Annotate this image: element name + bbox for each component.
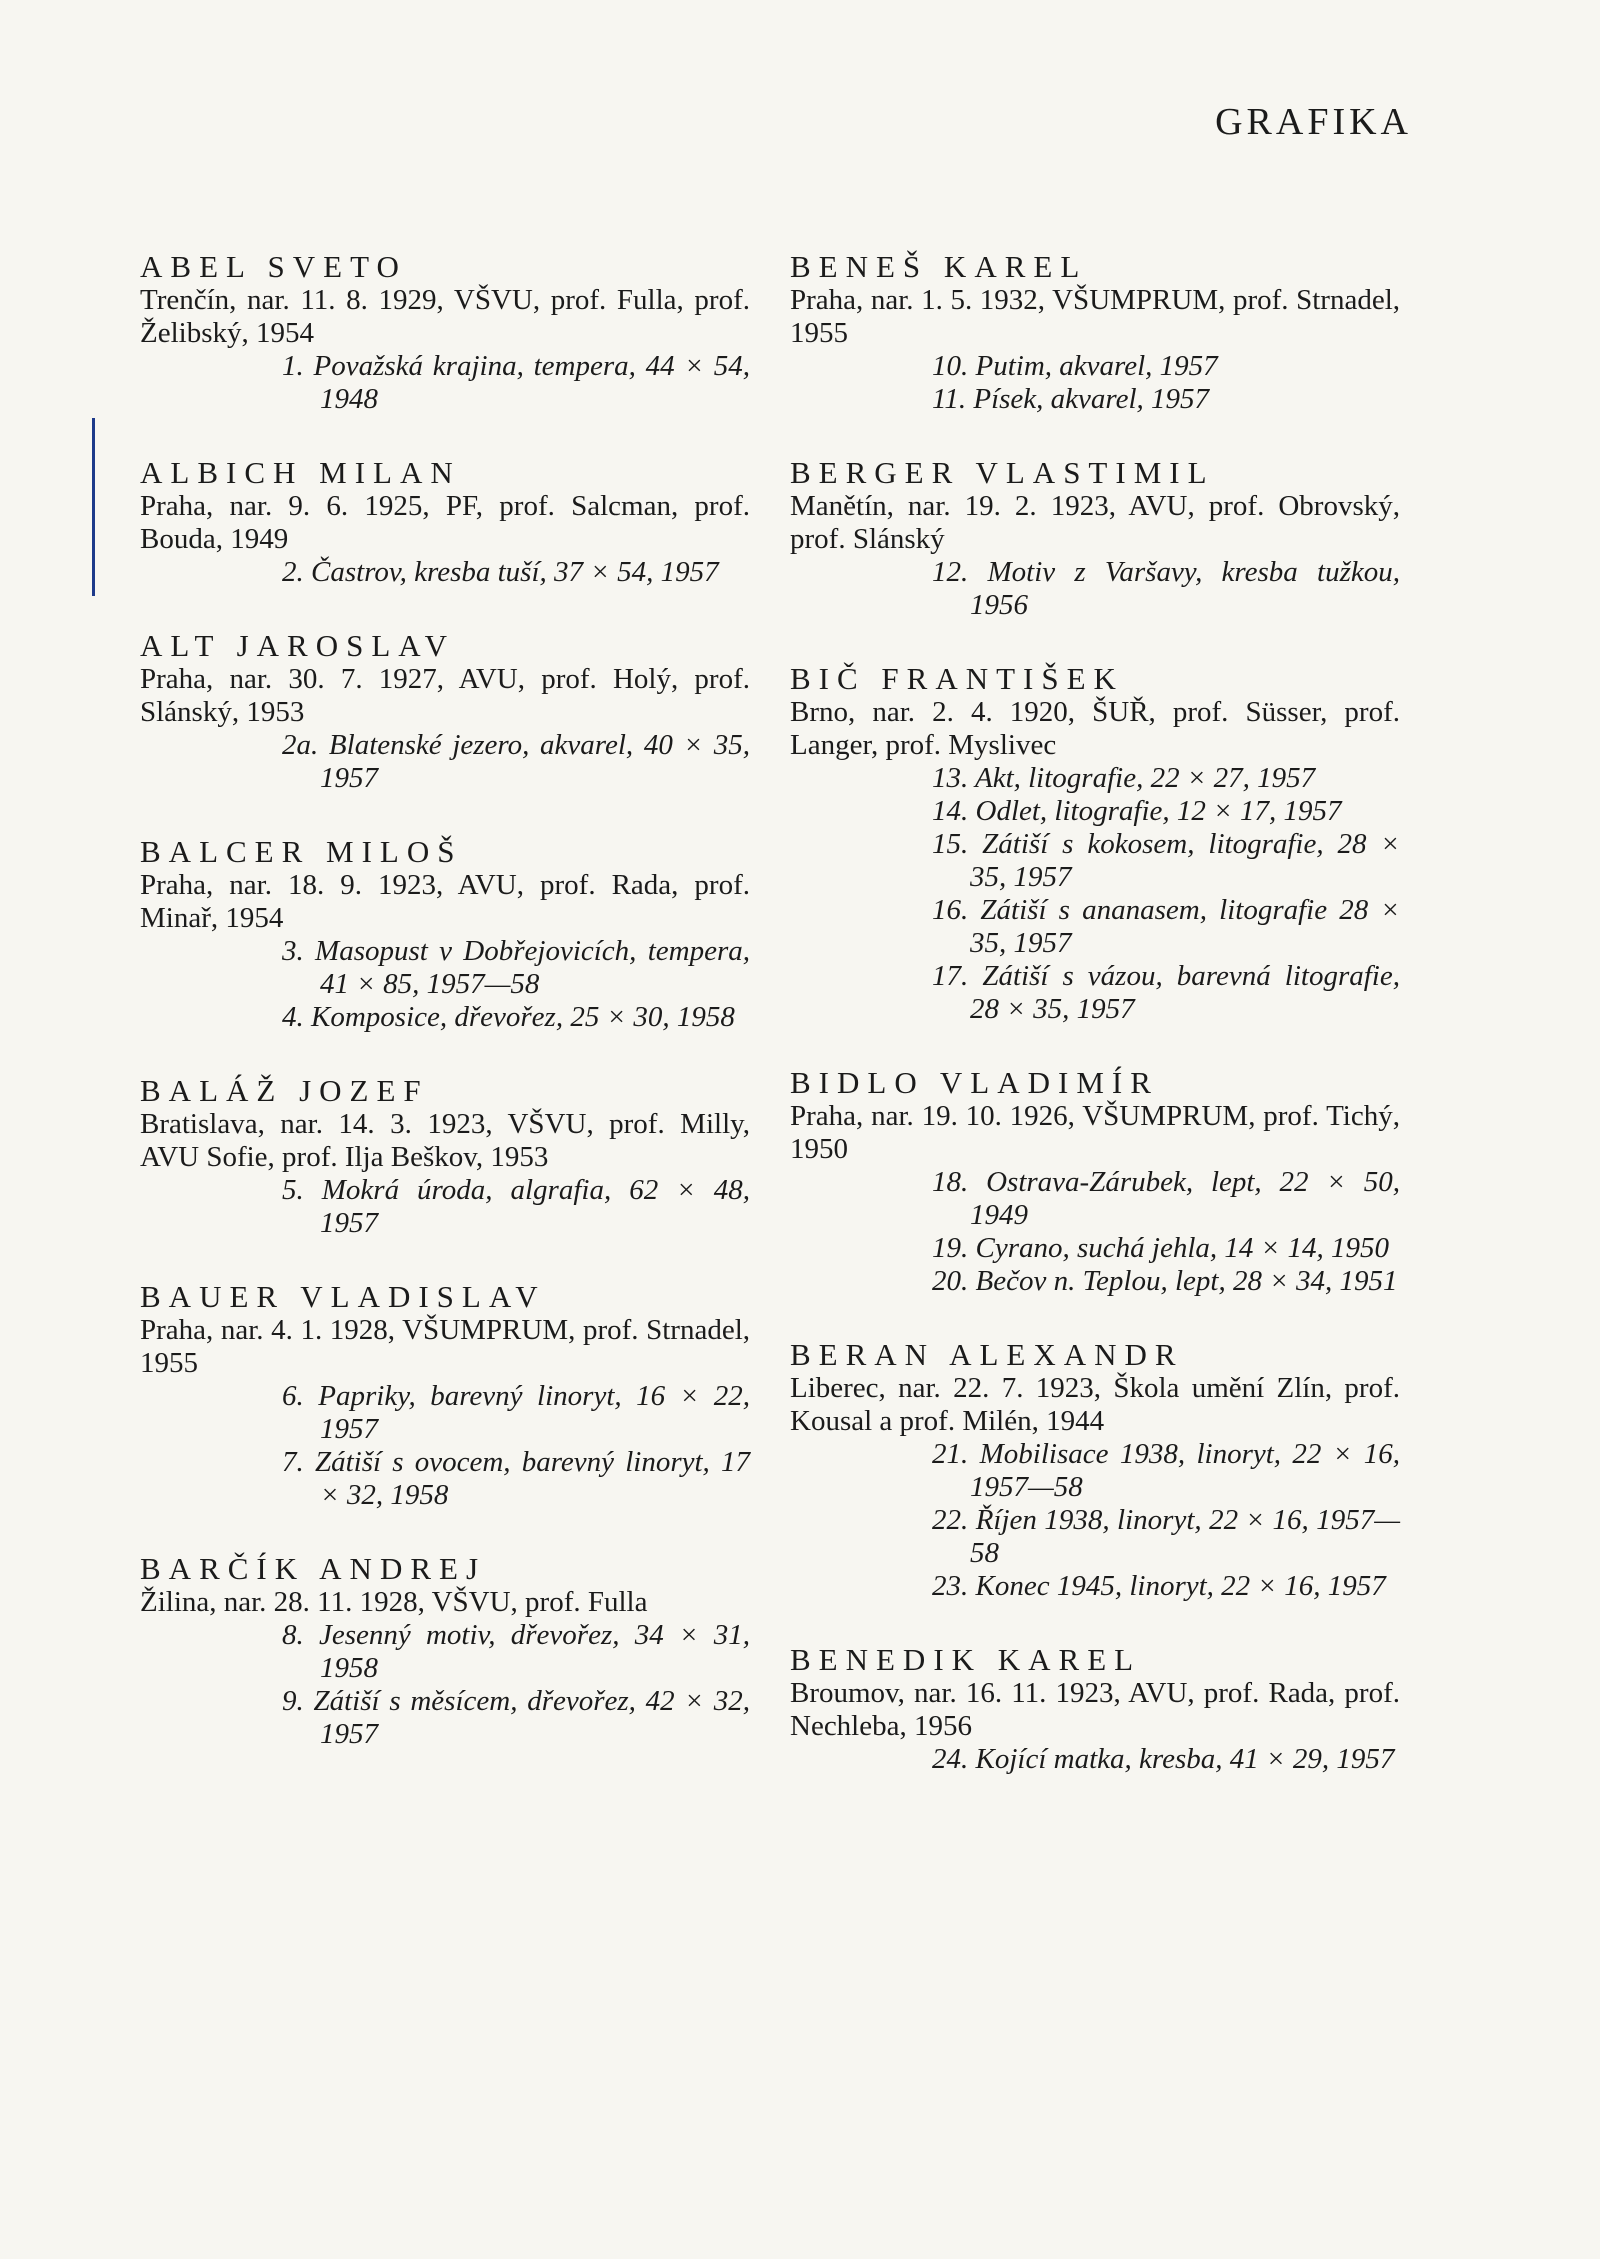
- artwork-item: [790, 1438, 1400, 1504]
- artwork-number: 24.: [932, 1743, 969, 1775]
- artist-bio: Praha, nar. 9. 6. 1925, PF, prof. Salcman, prof. Bouda, 1949: [140, 490, 750, 555]
- artist-name: BIDLO VLADIMÍR: [790, 1065, 1159, 1100]
- artwork-description: Zátiší s vázou, barevná litografie, 28 × 35, 1957: [970, 960, 1400, 1025]
- artwork-description: Říjen 1938, linoryt, 22 × 16, 1957—58: [970, 1504, 1401, 1569]
- artwork-description: Konec 1945, linoryt, 22 × 16, 1957: [975, 1570, 1386, 1602]
- artwork-description: Putim, akvarel, 1957: [975, 350, 1218, 382]
- artwork-number: 9.: [282, 1685, 304, 1717]
- artist-entry: [790, 1338, 1400, 1603]
- artwork-item: [140, 935, 750, 1001]
- artwork-number: 21.: [932, 1438, 969, 1470]
- artist-entry: [790, 1066, 1400, 1298]
- artwork-description: Zátiší s měsícem, dřevořez, 42 × 32, 1957: [313, 1685, 750, 1750]
- artist-name: BALÁŽ JOZEF: [140, 1073, 429, 1108]
- artist-bio: Bratislava, nar. 14. 3. 1923, VŠVU, prof. Milly, AVU Sofie, prof. Ilja Beškov, 1953: [140, 1108, 750, 1173]
- artist-name: BENEŠ KAREL: [790, 249, 1088, 284]
- artist-name: BERAN ALEXANDR: [790, 1337, 1184, 1372]
- artwork-number: 16.: [932, 894, 969, 926]
- artist-bio: Praha, nar. 1. 5. 1932, VŠUMPRUM, prof. Strnadel, 1955: [790, 284, 1400, 349]
- artwork-description: Motiv z Varšavy, kresba tužkou, 1956: [970, 556, 1400, 621]
- artwork-description: Masopust v Dobřejovicích, tempera, 41 × 85, 1957—58: [315, 935, 750, 1000]
- artwork-description: Zátiší s kokosem, litografie, 28 × 35, 1957: [970, 828, 1400, 893]
- artwork-description: Cyrano, suchá jehla, 14 × 14, 1950: [975, 1232, 1389, 1264]
- artwork-description: Písek, akvarel, 1957: [973, 383, 1210, 415]
- artwork-number: 10.: [932, 350, 969, 382]
- artwork-item: [790, 828, 1400, 894]
- artist-bio: Broumov, nar. 16. 11. 1923, AVU, prof. Rada, prof. Nechleba, 1956: [790, 1677, 1400, 1742]
- artist-entry: [140, 1280, 750, 1512]
- artwork-number: 17.: [932, 960, 969, 992]
- artwork-item: [790, 350, 1400, 383]
- artwork-item: [140, 1619, 750, 1685]
- artwork-description: Odlet, litografie, 12 × 17, 1957: [975, 795, 1342, 827]
- artwork-number: 11.: [932, 383, 967, 415]
- artist-name: BARČÍK ANDREJ: [140, 1551, 487, 1586]
- artwork-item: [790, 795, 1400, 828]
- artist-bio: Praha, nar. 30. 7. 1927, AVU, prof. Holý, prof. Slánský, 1953: [140, 663, 750, 728]
- artist-entry: [140, 1552, 750, 1751]
- artwork-description: Mobilisace 1938, linoryt, 22 × 16, 1957—58: [970, 1438, 1400, 1503]
- artwork-item: [790, 1265, 1400, 1298]
- artist-bio: Liberec, nar. 22. 7. 1923, Škola umění Zlín, prof. Kousal a prof. Milén, 1944: [790, 1372, 1400, 1437]
- catalog-column-left: [140, 250, 750, 1791]
- artwork-item: [790, 1743, 1400, 1776]
- artist-entry: [140, 250, 750, 416]
- artwork-item: [790, 1504, 1400, 1570]
- artist-name: BAUER VLADISLAV: [140, 1279, 546, 1314]
- artwork-number: 4.: [282, 1001, 304, 1033]
- artwork-description: Považská krajina, tempera, 44 × 54, 1948: [313, 350, 750, 415]
- artist-bio: Manětín, nar. 19. 2. 1923, AVU, prof. Obrovský, prof. Slánský: [790, 490, 1400, 555]
- artwork-description: Komposice, dřevořez, 25 × 30, 1958: [311, 1001, 735, 1033]
- artist-entry: [140, 835, 750, 1034]
- artwork-number: 22.: [932, 1504, 969, 1536]
- artwork-description: Zátiší s ovocem, barevný linoryt, 17 × 32, 1958: [314, 1446, 750, 1511]
- artist-bio: Trenčín, nar. 11. 8. 1929, VŠVU, prof. Fulla, prof. Želibský, 1954: [140, 284, 750, 349]
- artwork-number: 19.: [932, 1232, 969, 1264]
- artist-name: ALT JAROSLAV: [140, 628, 456, 663]
- artwork-item: [140, 1001, 750, 1034]
- artist-bio: Brno, nar. 2. 4. 1920, ŠUŘ, prof. Süsser, prof. Langer, prof. Myslivec: [790, 696, 1400, 761]
- artwork-number: 14.: [932, 795, 969, 827]
- artwork-item: [790, 1166, 1400, 1232]
- artist-entry: [140, 456, 750, 589]
- artwork-description: Zátiší s ananasem, litografie 28 × 35, 1957: [970, 894, 1401, 959]
- artist-entry: [790, 1643, 1400, 1776]
- artwork-item: [140, 556, 750, 589]
- artwork-description: Mokrá úroda, algrafia, 62 × 48, 1957: [320, 1174, 750, 1239]
- artwork-number: 8.: [282, 1619, 304, 1651]
- artist-entry: [790, 456, 1400, 622]
- artist-bio: Praha, nar. 19. 10. 1926, VŠUMPRUM, prof. Tichý, 1950: [790, 1100, 1400, 1165]
- artwork-item: [790, 1570, 1400, 1603]
- artist-name: BENEDIK KAREL: [790, 1642, 1142, 1677]
- artist-name: BERGER VLASTIMIL: [790, 455, 1215, 490]
- artwork-description: Blatenské jezero, akvarel, 40 × 35, 1957: [320, 729, 750, 794]
- artwork-item: [790, 556, 1400, 622]
- artist-entry: [140, 629, 750, 795]
- artwork-number: 13.: [932, 762, 969, 794]
- catalog-column-right: [790, 250, 1400, 1816]
- artwork-number: 12.: [932, 556, 969, 588]
- artist-entry: [790, 250, 1400, 416]
- artwork-number: 3.: [282, 935, 304, 967]
- artwork-description: Akt, litografie, 22 × 27, 1957: [974, 762, 1316, 794]
- artwork-description: Jesenný motiv, dřevořez, 34 × 31, 1958: [318, 1619, 750, 1684]
- artist-entry: [790, 662, 1400, 1026]
- artwork-number: 5.: [282, 1174, 304, 1206]
- artwork-item: [790, 960, 1400, 1026]
- artwork-number: 2a.: [282, 729, 319, 761]
- artist-bio: Praha, nar. 4. 1. 1928, VŠUMPRUM, prof. Strnadel, 1955: [140, 1314, 750, 1379]
- artist-name: ABEL SVETO: [140, 249, 407, 284]
- artwork-description: Bečov n. Teplou, lept, 28 × 34, 1951: [975, 1265, 1398, 1297]
- artwork-item: [140, 1174, 750, 1240]
- artwork-item: [140, 1685, 750, 1751]
- artist-name: ALBICH MILAN: [140, 455, 461, 490]
- artwork-item: [140, 1380, 750, 1446]
- artwork-description: Častrov, kresba tuší, 37 × 54, 1957: [311, 556, 719, 588]
- margin-pencil-mark: [92, 418, 95, 596]
- artwork-item: [140, 350, 750, 416]
- artwork-item: [790, 383, 1400, 416]
- artwork-number: 1.: [282, 350, 304, 382]
- artwork-number: 6.: [282, 1380, 304, 1412]
- artwork-description: Papriky, barevný linoryt, 16 × 22, 1957: [318, 1380, 750, 1445]
- artwork-number: 15.: [932, 828, 969, 860]
- artwork-item: [790, 1232, 1400, 1265]
- artwork-number: 2.: [282, 556, 304, 588]
- artist-entry: [140, 1074, 750, 1240]
- artist-name: BALCER MILOŠ: [140, 834, 463, 869]
- artwork-number: 7.: [282, 1446, 304, 1478]
- artwork-number: 20.: [932, 1265, 969, 1297]
- artist-name: BIČ FRANTIŠEK: [790, 661, 1124, 696]
- artwork-number: 18.: [932, 1166, 969, 1198]
- artwork-number: 23.: [932, 1570, 969, 1602]
- artwork-item: [790, 894, 1400, 960]
- artwork-item: [140, 1446, 750, 1512]
- artist-bio: Praha, nar. 18. 9. 1923, AVU, prof. Rada, prof. Minař, 1954: [140, 869, 750, 934]
- artwork-item: [140, 729, 750, 795]
- artwork-description: Kojící matka, kresba, 41 × 29, 1957: [975, 1743, 1395, 1775]
- artwork-description: Ostrava-Zárubek, lept, 22 × 50, 1949: [970, 1166, 1401, 1231]
- artwork-item: [790, 762, 1400, 795]
- page-title: GRAFIKA: [1215, 101, 1412, 143]
- artist-bio: Žilina, nar. 28. 11. 1928, VŠVU, prof. Fulla: [140, 1586, 648, 1618]
